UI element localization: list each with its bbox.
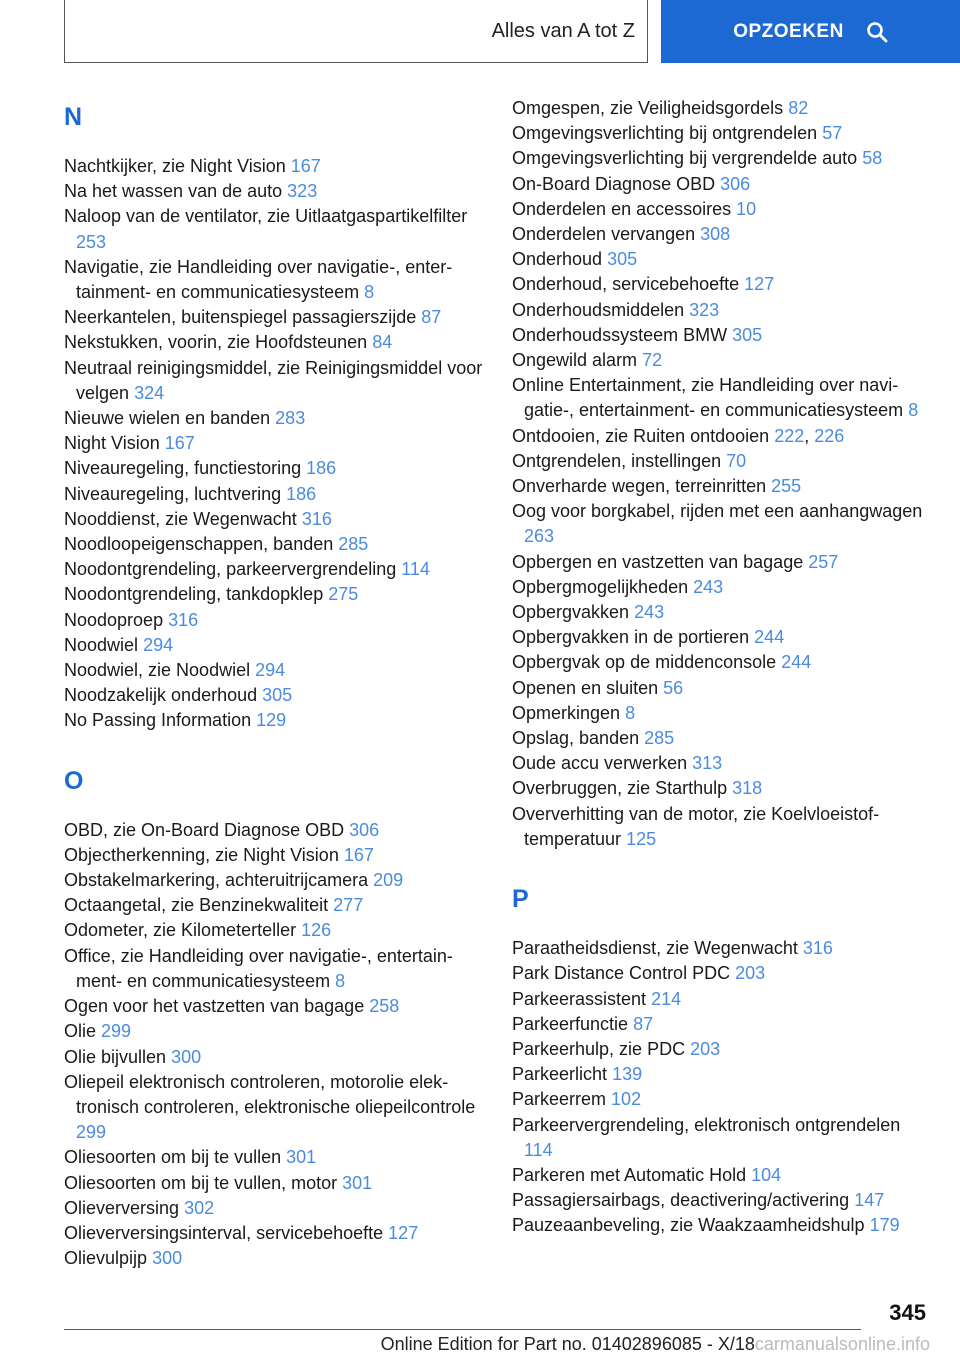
page-link[interactable]: 318 — [732, 778, 763, 799]
index-entry — [512, 1087, 932, 1112]
index-entry-text: Nekstukken, voorin, zie Hoofdsteunen — [64, 332, 368, 353]
index-entry-text: Onderhoud — [512, 249, 603, 270]
index-entry — [512, 1062, 932, 1087]
page-link[interactable]: 209 — [373, 870, 404, 891]
index-entry-text: Passagiersairbags, deactivering/activering — [512, 1190, 850, 1211]
index-entry — [64, 456, 484, 481]
page-link[interactable]: 8 — [908, 400, 919, 421]
page-link[interactable]: 316 — [168, 609, 199, 630]
page-link[interactable]: 8 — [625, 702, 636, 723]
index-entry — [64, 482, 484, 507]
index-entry-text: Ontdooien, zie Ruiten ontdooien — [512, 425, 770, 446]
edition-text: Online Edition for Part no. 01402896085 - X/18 — [380, 1334, 755, 1354]
index-column-left — [64, 96, 484, 1271]
page-link[interactable]: 294 — [255, 660, 286, 681]
page-link[interactable]: 186 — [306, 458, 337, 479]
page-link[interactable]: 129 — [256, 710, 287, 731]
index-entry-text: Olie — [64, 1021, 97, 1042]
index-entry — [64, 1070, 484, 1146]
index-entry — [512, 776, 932, 801]
page-link[interactable]: 70 — [726, 450, 747, 471]
index-entry-text: Ontgrendelen, instellingen — [512, 450, 722, 471]
index-entry-text: Olievulpijp — [64, 1248, 148, 1269]
page-link[interactable]: 243 — [634, 602, 665, 623]
page-link[interactable]: 10 — [736, 198, 757, 219]
index-entry: Ontdooien, zie Ruiten ontdooien 222, 226 — [512, 425, 845, 446]
index-entry — [512, 802, 932, 852]
index-entry — [64, 532, 484, 557]
page-link[interactable]: 8 — [335, 970, 346, 991]
page-link[interactable]: 305 — [607, 249, 638, 270]
index-entry-text: Omgevingsverlichting bij vergrendelde auto — [512, 148, 858, 169]
index-entry — [64, 708, 484, 733]
page-link[interactable]: 255 — [771, 476, 802, 497]
index-entry — [512, 550, 932, 575]
page-link[interactable]: 186 — [286, 483, 317, 504]
index-entry — [512, 701, 932, 726]
page-link[interactable]: 104 — [751, 1164, 782, 1185]
page-link[interactable]: 324 — [134, 382, 165, 403]
index-entry — [512, 348, 932, 373]
index-entry — [64, 633, 484, 658]
index-entry — [512, 961, 932, 986]
index-entry-text: Onderdelen vervangen — [512, 224, 696, 245]
index-entry-text: Omgespen, zie Veiligheidsgordels — [512, 98, 784, 118]
page-link[interactable]: 114 — [401, 559, 430, 580]
index-entry-text: OBD, zie On-Board Diagnose OBD — [64, 819, 345, 840]
index-entry — [64, 204, 484, 254]
index-column-right — [512, 96, 932, 1239]
index-tab[interactable] — [64, 0, 648, 63]
index-entry — [512, 373, 932, 423]
page-link[interactable]: 167 — [290, 156, 321, 176]
page-link[interactable]: 323 — [689, 299, 720, 320]
page-link[interactable]: 167 — [164, 433, 195, 454]
index-entry-text: Onverharde wegen, terreinritten — [512, 476, 767, 497]
page-link[interactable]: 302 — [184, 1197, 215, 1218]
index-entry-text: Parkeerhulp, zie PDC — [512, 1038, 686, 1059]
page-link[interactable]: 258 — [369, 996, 400, 1017]
index-entry — [512, 172, 932, 197]
index-entry — [64, 1145, 484, 1170]
index-entry-text: Oude accu verwerken — [512, 753, 688, 774]
index-entry-text: Opbergen en vastzetten van bagage — [512, 551, 804, 572]
index-entry — [64, 918, 484, 943]
page-link[interactable]: 139 — [612, 1064, 643, 1085]
index-entry — [512, 272, 932, 297]
page-link[interactable]: 114 — [524, 1139, 553, 1160]
index-entry-text: Odometer, zie Kilometerteller — [64, 920, 297, 941]
index-entry — [512, 726, 932, 751]
section-letter: N — [64, 103, 83, 131]
index-entry-text: No Passing Information — [64, 710, 252, 731]
page-link[interactable]: 299 — [101, 1021, 132, 1042]
top-navigation — [0, 0, 960, 66]
index-entry-text: Oliesoorten om bij te vullen, motor — [64, 1172, 338, 1193]
index-entry — [512, 96, 932, 121]
index-entry-text: Noodontgrendeling, tankdopklep — [64, 584, 324, 605]
index-entry-text: Obstakelmarkering, achteruitrijcamera — [64, 870, 369, 891]
section-letter: P — [512, 885, 529, 914]
index-entry-text: Noodzakelijk onderhoud — [64, 685, 258, 706]
page-link[interactable]: 300 — [171, 1046, 202, 1067]
index-entry-text: Office, zie Handleiding over navigatie-, entertainment- en communicatiesysteem — [64, 945, 453, 991]
index-entry-text: Onderhoudsmiddelen — [512, 299, 685, 320]
index-entry-text: Noodwiel — [64, 634, 139, 655]
page-link[interactable]: 305 — [732, 324, 763, 345]
index-entry — [64, 179, 484, 204]
index-entry-text: Parkeerfunctie — [512, 1013, 629, 1034]
page-link[interactable]: 222 — [774, 425, 805, 446]
index-entry-text: Noodloopeigenschappen, banden — [64, 534, 334, 555]
index-entry-text: Opbergvakken — [512, 602, 630, 623]
index-entry — [512, 936, 932, 961]
page-link[interactable]: 72 — [642, 350, 663, 371]
page-link[interactable]: 57 — [822, 123, 843, 144]
index-entry-text: Ongewild alarm — [512, 350, 638, 371]
index-entry — [64, 843, 484, 868]
index-entry-text: Night Vision — [64, 433, 160, 454]
index-entry-text: Onderhoudssysteem BMW — [512, 324, 728, 345]
index-entry-text: Parkeerlicht — [512, 1064, 608, 1085]
page-link[interactable]: 283 — [275, 408, 306, 429]
page-link[interactable]: 214 — [651, 988, 682, 1009]
index-entry — [64, 868, 484, 893]
index-entry — [512, 751, 932, 776]
footer-divider — [64, 1329, 861, 1330]
page-link[interactable]: 56 — [663, 677, 684, 698]
index-entry-text: Navigatie, zie Handleiding over navigatie-, entertainment- en communicatiesysteem — [64, 256, 453, 303]
index-entry-text: Online Entertainment, zie Handleiding over navigatie-, entertainment- en communicatiesysteem — [512, 375, 904, 421]
page-link[interactable]: 263 — [524, 526, 555, 547]
index-entry — [64, 683, 484, 708]
index-entry — [64, 507, 484, 532]
index-entry-text: Nieuwe wielen en banden — [64, 408, 271, 429]
index-entry-text: Octaangetal, zie Benzinekwaliteit — [64, 895, 329, 916]
page-link[interactable]: 126 — [301, 920, 332, 941]
index-entry-text: Ogen voor het vastzetten van bagage — [64, 996, 365, 1017]
page-link[interactable]: 285 — [644, 728, 675, 749]
index-tab-label: Alles van A tot Z — [491, 19, 635, 42]
index-entry-text: Noodoproep — [64, 609, 164, 630]
index-entry-text: Noodwiel, zie Noodwiel — [64, 660, 251, 681]
section-letter: O — [64, 766, 84, 795]
page-link[interactable]: 226 — [814, 425, 845, 446]
page-link[interactable]: 84 — [372, 332, 393, 353]
index-entry — [512, 1163, 932, 1188]
index-entry — [512, 449, 932, 474]
index-entry-text: Olie bijvullen — [64, 1046, 167, 1067]
page-link[interactable]: 308 — [700, 224, 731, 245]
index-entry — [64, 944, 484, 994]
index-entry-text: Omgevingsverlichting bij ontgrendelen — [512, 123, 818, 144]
page-link[interactable]: 179 — [869, 1215, 900, 1236]
index-entry — [64, 994, 484, 1019]
index-entry — [512, 600, 932, 625]
index-entry-text: Parkeervergrendeling, elektronisch ontgrendelen — [512, 1114, 901, 1135]
page-link[interactable]: 301 — [342, 1172, 373, 1193]
index-entry — [512, 1213, 932, 1238]
page-link[interactable]: 294 — [143, 634, 174, 655]
index-entry — [512, 987, 932, 1012]
index-entry — [512, 197, 932, 222]
index-entry — [512, 1037, 932, 1062]
index-entry-text: Pauzeaanbeveling, zie Waakzaamheidshulp — [512, 1215, 865, 1236]
index-entry — [512, 625, 932, 650]
index-entry-text: Opbergvakken in de portieren — [512, 627, 750, 648]
index-entry-text: Oliesoorten om bij te vullen — [64, 1147, 282, 1168]
index-entry — [64, 305, 484, 330]
page-link[interactable]: 285 — [338, 534, 369, 555]
page-link[interactable]: 316 — [301, 508, 332, 529]
index-entry — [512, 121, 932, 146]
index-entry-text: On-Board Diagnose OBD — [512, 173, 716, 194]
index-entry — [64, 557, 484, 582]
search-tab-label: OPZOEKEN — [733, 20, 844, 42]
page-link[interactable]: 306 — [349, 819, 380, 840]
index-entry — [512, 474, 932, 499]
index-entry — [512, 146, 932, 171]
index-entry — [64, 356, 484, 406]
index-entry — [512, 676, 932, 701]
page-link[interactable]: 203 — [690, 1038, 721, 1059]
page-link[interactable]: 147 — [854, 1190, 885, 1211]
index-entry — [512, 1113, 932, 1163]
page-link[interactable]: 257 — [808, 551, 839, 572]
index-entry-text: Olieverversingsinterval, servicebehoefte — [64, 1222, 384, 1243]
page-link[interactable]: 127 — [388, 1222, 419, 1243]
index-entry-text: Niveauregeling, functiestoring — [64, 458, 302, 479]
page-link[interactable]: 82 — [788, 98, 809, 118]
index-entry-text: Objectherkenning, zie Night Vision — [64, 844, 339, 865]
page-link[interactable]: 102 — [611, 1089, 642, 1110]
index-entry — [64, 255, 484, 305]
page-link[interactable]: 300 — [152, 1248, 183, 1269]
page-link[interactable]: 305 — [262, 685, 293, 706]
index-entry — [512, 247, 932, 272]
index-entry — [64, 330, 484, 355]
index-entry — [64, 431, 484, 456]
index-entry-text: Parkeerrem — [512, 1089, 607, 1110]
index-entry-text: Opbergmogelijkheden — [512, 576, 689, 597]
index-entry — [64, 893, 484, 918]
index-entry — [512, 222, 932, 247]
index-entry — [64, 1196, 484, 1221]
page-link[interactable]: 167 — [343, 844, 374, 865]
index-entry — [64, 608, 484, 633]
page-link[interactable]: 125 — [626, 828, 657, 849]
index-entry-text: Olieverversing — [64, 1197, 180, 1218]
index-entry-text: Nachtkijker, zie Night Vision — [64, 156, 286, 176]
page-link[interactable]: 306 — [720, 173, 751, 194]
page-link[interactable]: 313 — [692, 753, 723, 774]
index-entry — [64, 154, 484, 179]
index-entry-text: Nooddienst, zie Wegenwacht — [64, 508, 297, 529]
index-entry-text: Opbergvak op de middenconsole — [512, 652, 777, 673]
index-entry-text: Parkeerassistent — [512, 988, 647, 1009]
index-entry-text: Oog voor borgkabel, rijden met een aanhangwagen — [512, 501, 923, 522]
index-entry-text: Paraatheidsdienst, zie Wegenwacht — [512, 938, 798, 959]
page-link[interactable]: 316 — [802, 938, 833, 959]
page-link[interactable]: 127 — [744, 274, 775, 295]
index-entry — [512, 499, 932, 549]
index-entry-text: Niveauregeling, luchtvering — [64, 483, 282, 504]
index-entry — [64, 406, 484, 431]
index-entry-text: Onderhoud, servicebehoefte — [512, 274, 740, 295]
index-entry — [64, 1246, 484, 1271]
index-entry — [64, 1171, 484, 1196]
index-entry-text: Opslag, banden — [512, 728, 640, 749]
page-number: 345 — [889, 1300, 926, 1325]
index-entry — [512, 575, 932, 600]
index-entry-text: Naloop van de ventilator, zie Uitlaatgaspartikelfilter — [64, 206, 468, 227]
page-link[interactable]: 301 — [286, 1147, 317, 1168]
index-entry-text: Neutraal reinigingsmiddel, zie Reinigingsmiddel voor velgen — [64, 357, 483, 403]
index-entry — [64, 1045, 484, 1070]
index-entry — [64, 582, 484, 607]
watermark: carmanualsonline.info — [754, 1334, 930, 1354]
page-link[interactable]: 203 — [735, 963, 766, 984]
index-entry — [64, 1221, 484, 1246]
index-entry-text: Openen en sluiten — [512, 677, 659, 698]
search-tab[interactable] — [661, 0, 960, 63]
page-link[interactable]: 58 — [862, 148, 883, 169]
page-link[interactable]: 87 — [421, 307, 442, 328]
page-link[interactable]: 323 — [287, 181, 318, 202]
index-entry — [512, 323, 932, 348]
index-entry-text: Parkeren met Automatic Hold — [512, 1164, 747, 1185]
page-link[interactable]: 87 — [633, 1013, 654, 1034]
footer — [0, 1334, 960, 1355]
search-icon — [866, 21, 888, 43]
index-entry-text: Oververhitting van de motor, zie Koelvloeistoftemperatuur — [512, 803, 880, 849]
index-entry — [64, 818, 484, 843]
index-entry-text: Oliepeil elektronisch controleren, motorolie elektronisch controleren, elektronische oliepeilcontrole — [64, 1071, 476, 1117]
page-link[interactable]: 299 — [76, 1122, 107, 1143]
page-link[interactable]: 253 — [76, 231, 107, 252]
index-entry — [512, 650, 932, 675]
index-entry-text: Park Distance Control PDC — [512, 963, 731, 984]
index-entry-text: Opmerkingen — [512, 702, 621, 723]
page-link[interactable]: 277 — [333, 895, 364, 916]
page-link[interactable]: 243 — [693, 576, 724, 597]
index-entry — [512, 298, 932, 323]
index-entry — [512, 1012, 932, 1037]
index-entry — [512, 1188, 932, 1213]
page-link[interactable]: 275 — [328, 584, 359, 605]
index-entry — [64, 658, 484, 683]
page-link[interactable]: 8 — [364, 282, 375, 303]
index-entry-text: Neerkantelen, buitenspiegel passagierszijde — [64, 307, 417, 328]
page-link[interactable]: 244 — [754, 627, 785, 648]
index-entry-text: Onderdelen en accessoires — [512, 198, 732, 219]
index-entry-text: Overbruggen, zie Starthulp — [512, 778, 728, 799]
index-entry — [64, 1019, 484, 1044]
page-link[interactable]: 244 — [781, 652, 812, 673]
index-entry-text: Na het wassen van de auto — [64, 181, 283, 202]
index-entry-text: Noodontgrendeling, parkeervergrendeling — [64, 559, 397, 580]
